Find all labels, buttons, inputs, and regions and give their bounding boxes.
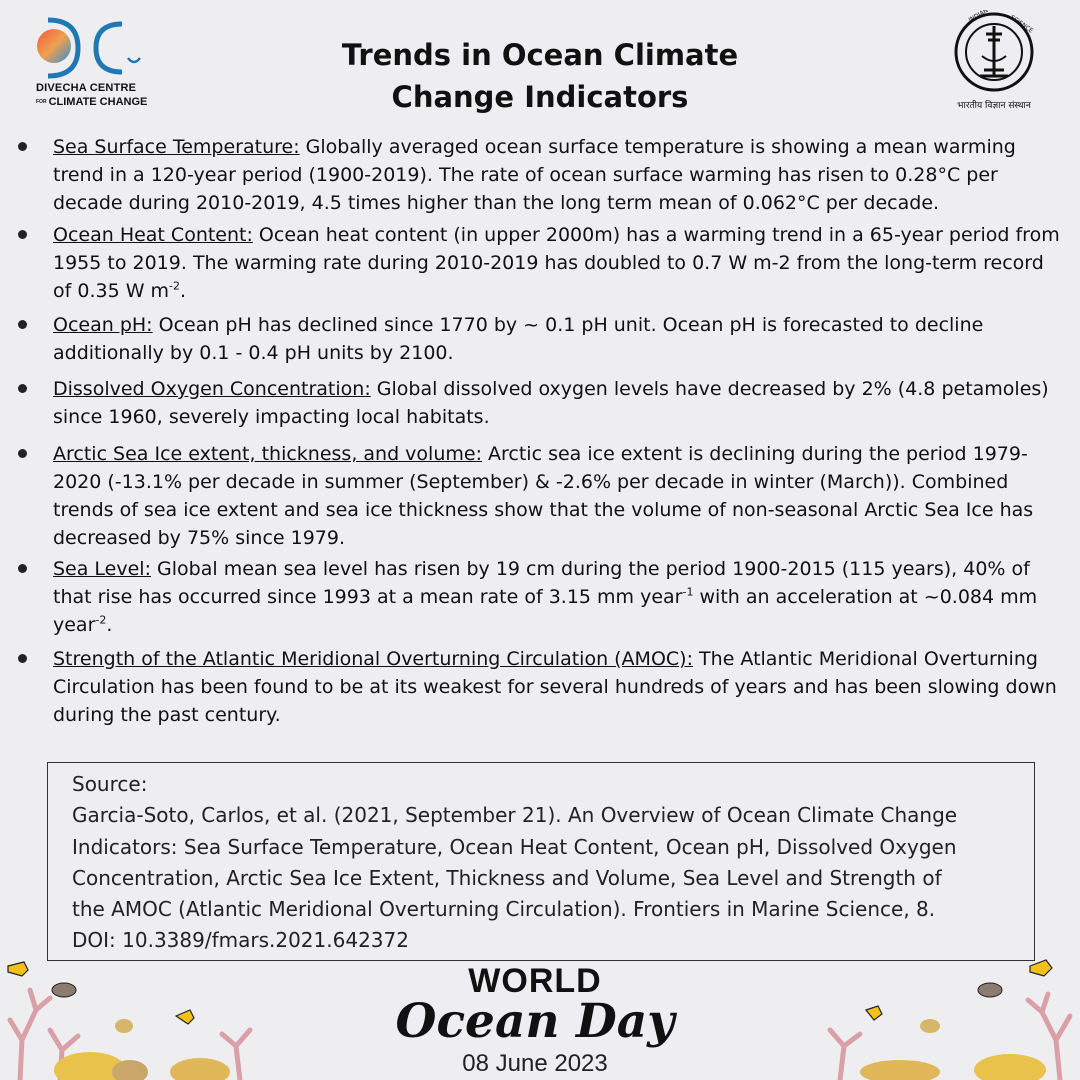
svg-text:INDIAN: INDIAN: [967, 10, 990, 24]
bullet-dot: [18, 654, 27, 663]
title-line-1: Trends in Ocean Climate: [341, 38, 739, 72]
indicator-text: Global dissolved oxygen levels have decreased by 2% (4.8 petamoles) since 1960, severely impacting local habitats.: [53, 378, 1049, 428]
indicator-text: Globally averaged ocean surface temperature is showing a mean warming trend in a 120-year period (1900-2019). The rate of ocean surface warming has risen to 0.28°C per decade during 2010-2019, 4.5 times higher than the long term mean of 0.062°C per decade.: [53, 136, 1016, 214]
superscript: -2: [169, 279, 181, 293]
coral-decoration-left-icon: [0, 950, 300, 1080]
bullet-dot: [18, 564, 27, 573]
indicator-heading: Sea Level:: [53, 558, 151, 580]
superscript: -1: [682, 585, 694, 599]
divecha-logo: [34, 16, 154, 112]
source-citation: Garcia-Soto, Carlos, et al. (2021, September 21). An Overview of Ocean Climate Change Indicators: Sea Surface Temperature, Ocean Heat Content, Ocean pH, Dissolved Oxygen Concentration, Arctic Sea Ice Extent, Thickness and Volume, Sea Level and Strength of the AMOC (Atlantic Meridional Overturning Circulation). Frontiers in Marine Science, 8. DOI: 10.3389/fmars.2021.642372: [72, 803, 958, 953]
source-label: Source:: [72, 772, 148, 796]
list-item: [14, 311, 1066, 367]
indicator-heading: Arctic Sea Ice extent, thickness, and volume:: [53, 443, 482, 465]
iisc-hindi-name: भारतीय विज्ञान संस्थान: [957, 101, 1031, 111]
indicator-text: The Atlantic Meridional Overturning Circulation has been found to be at its weakest for several hundreds of years and has been slowing down during the past century.: [53, 648, 1057, 726]
indicator-heading: Dissolved Oxygen Concentration:: [53, 378, 371, 400]
indicator-heading: Strength of the Atlantic Meridional Overturning Circulation (AMOC):: [53, 648, 693, 670]
source-box: [47, 762, 1035, 961]
divecha-dc-logo-icon: [34, 16, 154, 82]
logo-line1: DIVECHA CENTRE: [36, 82, 137, 94]
indicator-text: Global mean sea level has risen by 19 cm during the period 1900-2015 (115 years), 40% of that rise has occurred since 1993 at a mean rate of 3.15 mm year: [53, 558, 1030, 608]
indicator-heading: Ocean pH:: [53, 314, 153, 336]
bullet-dot: [18, 449, 27, 458]
title-line-2: Change Indicators: [391, 80, 689, 114]
list-item: Sea Level: Global mean sea level has risen by 19 cm during the period 1900-2015 (115 years), 40% of that rise has occurred since 1993 at a mean rate of 3.15 mm year$^{-1}$ with an acceleration at ~0.084 mm year$^{-2}$.: [14, 555, 1066, 639]
page-title: [290, 34, 790, 118]
event-date: 08 June 2023: [462, 1050, 608, 1077]
indicator-heading: Ocean Heat Content:: [53, 224, 253, 246]
svg-text:SCIENCE: SCIENCE: [1008, 13, 1035, 35]
logo-line2: FOR CLIMATE CHANGE: [36, 96, 148, 108]
world-text: WORLD: [468, 962, 602, 1000]
indicator-text: Arctic sea ice extent is declining during the period 1979-2020 (-13.1% per decade in summer (September) & -2.6% per decade in winter (March)). Combined trends of sea ice extent and sea ice thickness show that the volume of non-seasonal Arctic Sea Ice has decreased by 75% since 1979.: [53, 443, 1034, 549]
list-item: [14, 645, 1066, 729]
indicator-heading: Sea Surface Temperature:: [53, 136, 300, 158]
list-item: [14, 375, 1066, 431]
indicator-list: [14, 133, 1066, 729]
indicator-text: Ocean pH has declined since 1770 by ~ 0.1 pH unit. Ocean pH is forecasted to decline additionally by 0.1 - 0.4 pH units by 2100.: [53, 314, 984, 364]
list-item: [14, 440, 1066, 552]
bullet-dot: [18, 230, 27, 239]
ocean-day-text: Ocean Day: [395, 994, 675, 1049]
superscript: -2: [95, 613, 107, 627]
indicator-text: Ocean heat content (in upper 2000m) has a warming trend in a 65-year period from 1955 to 2019. The warming rate during 2010-2019 has doubled to 0.7 W m-2 from the long-term record of 0.35 W m: [53, 224, 1060, 302]
iisc-logo: [944, 10, 1044, 112]
bullet-dot: [18, 142, 27, 151]
coral-decoration-right-icon: [780, 950, 1080, 1080]
bullet-dot: [18, 320, 27, 329]
iisc-emblem-icon: [944, 10, 1044, 98]
bullet-dot: [18, 384, 27, 393]
list-item: [14, 133, 1066, 217]
list-item: Ocean Heat Content: Ocean heat content (in upper 2000m) has a warming trend in a 65-year period from 1955 to 2019. The warming rate during 2010-2019 has doubled to 0.7 W m-2 from the long-term record of 0.35 W $m^{-2}$.: [14, 221, 1066, 305]
